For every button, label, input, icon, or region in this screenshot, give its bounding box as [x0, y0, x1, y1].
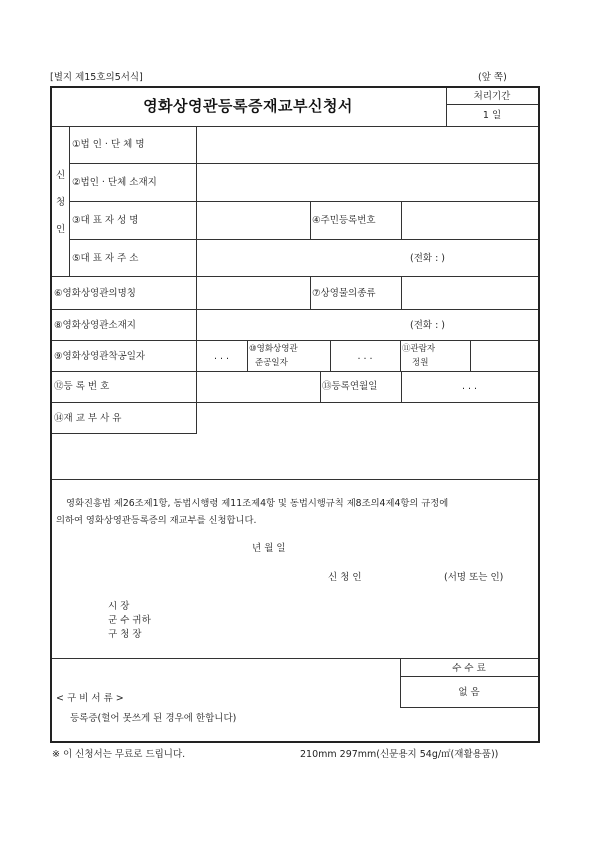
row3-divider-b	[401, 201, 402, 239]
documents-label: < 구 비 서 류 >	[56, 693, 124, 704]
recipient-line-3: 구 청 장	[108, 629, 142, 640]
reissue-reason-label: ⑭재 교 부 사 유	[54, 413, 122, 424]
theater-phone-label: (전화 : )	[410, 320, 446, 331]
fee-mid-line	[400, 676, 538, 677]
rep-name-label: ③대 표 자 성 명	[72, 215, 139, 226]
row7-divider-b	[330, 340, 331, 371]
row7-divider-a	[247, 340, 248, 371]
row-line-7	[52, 371, 538, 372]
processing-period-label: 처리기간	[473, 91, 511, 102]
statement-line-1: 영화진흥법 제26조제1항, 동법시행령 제11조제4항 및 동법시행규칙 제8조의4제4항의 규정에	[66, 498, 449, 509]
applicant-label-2: 청	[56, 197, 66, 208]
resident-number-label: ④주민등록번호	[312, 215, 376, 226]
film-type-field[interactable]	[403, 278, 536, 308]
theater-name-field[interactable]	[198, 278, 310, 308]
construction-start-date[interactable]: . . .	[213, 351, 230, 362]
recipient-line-1: 시 장	[108, 601, 130, 612]
documents-item: 등록증(헐어 못쓰게 된 경우에 한합니다)	[70, 713, 237, 724]
row7-divider-d	[470, 340, 471, 371]
row-line-4	[52, 276, 538, 277]
row-line-3	[69, 239, 538, 240]
row8-divider-b	[401, 371, 402, 402]
theater-address-field[interactable]	[198, 311, 536, 339]
recipient-line-2: 군 수 귀하	[108, 615, 151, 626]
processing-mid-line	[446, 104, 538, 105]
row-line-1	[69, 163, 538, 164]
corp-address-field[interactable]	[198, 165, 536, 200]
registration-date-value[interactable]: . . .	[461, 381, 478, 392]
row7-divider-c	[400, 340, 401, 371]
rep-address-field[interactable]	[198, 241, 536, 275]
rep-address-label: ⑤대 표 자 주 소	[72, 253, 139, 264]
rep-phone-label: (전화 : )	[410, 253, 446, 264]
page-side-label: (앞 쪽)	[478, 72, 507, 83]
row-line-5	[52, 309, 538, 310]
corp-name-field[interactable]	[198, 128, 536, 162]
theater-address-label: ⑧영화상영관소재지	[54, 320, 136, 331]
form-reference: [별지 제15호의5서식]	[50, 72, 143, 83]
rep-name-field[interactable]	[198, 203, 310, 238]
reissue-reason-field[interactable]	[52, 434, 538, 478]
applicant-label-1: 신	[56, 170, 66, 181]
footer-paper-spec: 210mm 297mm(신문용지 54g/㎡(재활용품))	[300, 749, 499, 760]
completion-date-label-1: ⑩영화상영관	[249, 344, 298, 354]
fee-bottom-line	[400, 707, 538, 708]
resident-number-field[interactable]	[403, 203, 536, 238]
capacity-label-1: ⑪관람자	[402, 344, 436, 354]
capacity-field[interactable]	[472, 342, 536, 370]
corp-name-label: ①법 인 · 단 체 명	[72, 139, 145, 150]
label-column-divider	[196, 126, 197, 433]
registration-date-label: ⑬등록연월일	[322, 381, 378, 392]
construction-start-label: ⑨영화상영관착공일자	[54, 351, 146, 362]
bottom-section-line	[52, 658, 538, 659]
registration-number-field[interactable]	[198, 373, 320, 401]
completion-date-value[interactable]: . . .	[357, 351, 373, 362]
row5-divider-b	[401, 276, 402, 309]
statement-top-line	[52, 479, 538, 480]
capacity-label-2: 정원	[412, 358, 429, 368]
fee-value: 없 음	[458, 687, 480, 698]
statement-line-2: 의하여 영화상영관등록증의 재교부를 신청합니다.	[56, 515, 257, 526]
title-bottom-line	[52, 126, 538, 127]
sign-note: (서명 또는 인)	[444, 572, 504, 583]
theater-name-label: ⑥영화상영관의명칭	[54, 288, 136, 299]
footer-note: ※ 이 신청서는 무료로 드립니다.	[52, 749, 186, 760]
row8-divider-a	[320, 371, 321, 402]
form-title: 영화상영관등록증재교부신청서	[143, 97, 353, 115]
processing-period-value: 1 일	[482, 110, 502, 121]
registration-number-label: ⑫등 록 번 호	[54, 381, 110, 392]
corp-address-label: ②법인 · 단체 소재지	[72, 177, 157, 188]
row3-divider-a	[310, 201, 311, 239]
film-type-label: ⑦상영물의종류	[312, 288, 376, 299]
applicant-label-3: 인	[56, 224, 66, 235]
application-date: 년 월 일	[252, 543, 286, 554]
completion-date-label-2: 준공일자	[255, 358, 288, 368]
row-line-2	[69, 201, 538, 202]
fee-label: 수 수 료	[452, 663, 486, 674]
applicant-sign-label: 신 청 인	[328, 572, 362, 583]
row-line-8	[52, 402, 538, 403]
row-line-6	[52, 340, 538, 341]
row5-divider-a	[310, 276, 311, 309]
